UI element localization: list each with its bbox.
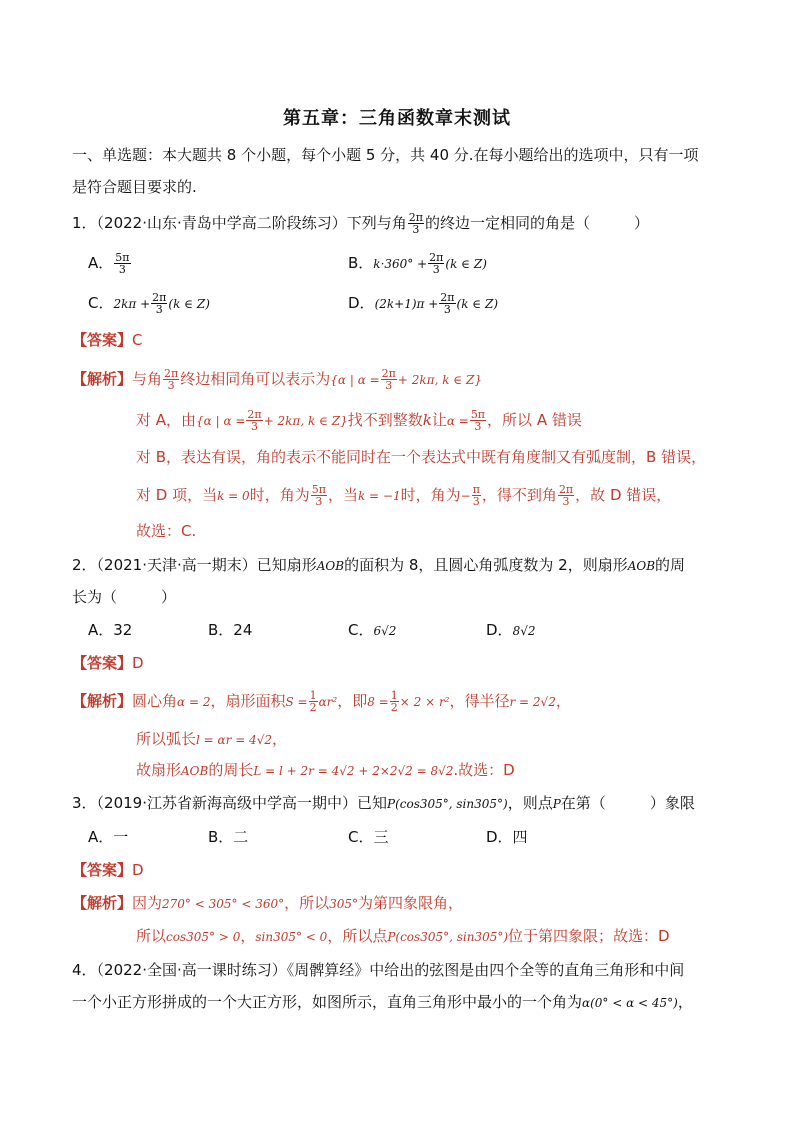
- q4-stem-line1: 4．（2022·全国·高一课时练习）《周髀算经》中给出的弦图是由四个全等的直角三角形和中间: [72, 961, 685, 979]
- q3-analysis-line1: 【解析】因为270° < 305° < 360°，所以305°为第四象限角，: [72, 894, 464, 912]
- q1-option-c: C．2kπ + $\frac{2\pi}{3}$ (k ∈ Z): [88, 291, 210, 316]
- q3-analysis-line2: 所以cos305° > 0，sin305° < 0，所以点P(cos305°, sin305°)位于第四象限；故选：D: [136, 927, 670, 945]
- q3-option-b: B．二: [208, 828, 249, 846]
- q3-option-a: A．一: [88, 828, 129, 846]
- q4-stem-line2: 一个小正方形拼成的一个大正方形，如图所示，直角三角形中最小的一个角为α(0° < α < 45°)，: [72, 993, 693, 1011]
- page-title: 第五章：三角函数章末测试: [283, 108, 511, 129]
- q2-stem: 2．（2021·天津·高一期末）已知扇形AOB的面积为 8，且圆心角弧度数为 2，则扇形AOB的周: [72, 556, 686, 574]
- q3-stem: 3．（2019·江苏省新海高级中学高一期中）已知P(cos305°, sin305°)，则点P在第（ ）象限: [72, 794, 695, 812]
- q1-analysis-line4: 对 D 项，当k = 0时，角为 $\frac{5\pi}{3}$ ，当k = −1时，角为− $\frac{\pi}{3}$ ，得不到角 $\frac{2\pi}{3}$ ，故 D 错误，: [136, 483, 672, 508]
- q2-analysis-line2: 所以弧长l = αr = 4√2，: [136, 730, 287, 748]
- frac-2pi-3: $\frac{2\pi}{3}$: [408, 211, 423, 236]
- section-heading-line2: 是符合题目要求的.: [72, 178, 197, 196]
- q2-option-b: B．24: [208, 621, 253, 639]
- q1-analysis-line2: 对 A，由{α | α = $\frac{2\pi}{3}$ + 2kπ, k ∈ Z}找不到整数k让α = $\frac{5\pi}{3}$ ，所以 A 错误: [136, 408, 582, 433]
- q2-analysis-line1: 【解析】圆心角α = 2，扇形面积S = $\frac{1}{2}$ αr²，即8 = $\frac{1}{2}$ × 2 × r²，得半径r = 2√2，: [72, 689, 571, 714]
- q3-answer: 【答案】D: [72, 861, 144, 879]
- q3-option-c: C．三: [348, 828, 389, 846]
- q2-option-d: D．8√2: [486, 621, 536, 639]
- q1-stem: 1．（2022·山东·青岛中学高二阶段练习）下列与角 $\frac{2\pi}{3}$ 的终边一定相同的角是（ ）: [72, 211, 650, 236]
- q1-analysis-line1: 【解析】与角 $\frac{2\pi}{3}$ 终边相同角可以表示为{α | α = $\frac{2\pi}{3}$ + 2kπ, k ∈ Z}: [72, 367, 482, 392]
- q1-answer: 【答案】C: [72, 331, 143, 349]
- q2-option-c: C．6√2: [348, 621, 397, 639]
- q2-stem-line2: 长为（ ）: [72, 588, 177, 606]
- q1-option-b: B．k·360° + $\frac{2\pi}{3}$ (k ∈ Z): [348, 251, 487, 276]
- q1-analysis-line3: 对 B，表达有误，角的表示不能同时在一个表达式中既有角度制又有弧度制，B 错误，: [136, 448, 707, 466]
- q2-option-a: A．32: [88, 621, 133, 639]
- q1-analysis-line5: 故选：C.: [136, 522, 197, 540]
- section-heading-line1: 一、单选题：本大题共 8 个小题，每个小题 5 分，共 40 分.在每小题给出的选项中，只有一项: [72, 146, 699, 164]
- q1-option-d: D．(2k+1)π + $\frac{2\pi}{3}$ (k ∈ Z): [348, 291, 498, 316]
- q3-option-d: D．四: [486, 828, 528, 846]
- q2-answer: 【答案】D: [72, 654, 144, 672]
- q1-option-a: A． $\frac{5\pi}{3}$: [88, 251, 130, 276]
- q2-analysis-line3: 故扇形AOB的周长L = l + 2r = 4√2 + 2×2√2 = 8√2.故选：D: [136, 761, 515, 779]
